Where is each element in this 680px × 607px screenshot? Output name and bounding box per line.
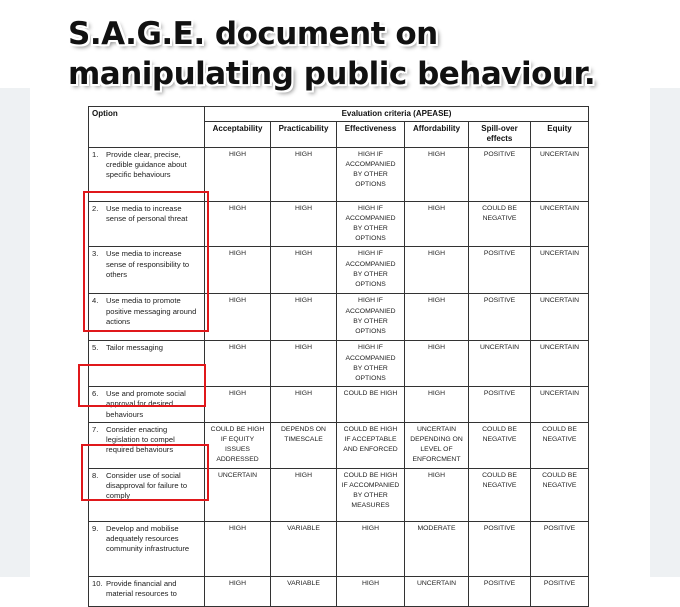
column-header: Spill-over effects [469,122,531,147]
criteria-cell: UNCERTAIN [405,576,469,606]
option-text: Consider enacting legislation to compel required behaviours [106,424,175,455]
evaluation-criteria-header: Evaluation criteria (APEASE) [205,107,589,122]
column-header: Equity [531,122,589,147]
criteria-cell: POSITIVE [531,576,589,606]
criteria-cell: POSITIVE [469,147,531,201]
criteria-cell: POSITIVE [469,521,531,576]
column-header: Practicability [271,122,337,147]
criteria-cell: HIGH [271,294,337,341]
criteria-cell: HIGH [405,294,469,341]
option-number: 2. [92,203,99,213]
option-text: Develop and mobilise adequately resources community infrastructure [106,523,190,554]
option-header: Option [89,107,205,148]
criteria-cell: UNCERTAIN DEPENDING ON LEVEL OF ENFORCMENT [405,422,469,468]
option-number: 6. [92,389,99,399]
criteria-cell: COULD BE NEGATIVE [531,422,589,468]
option-text: Use media to increase sense of personal threat [106,203,188,223]
option-text: Tailor messaging [106,343,163,353]
criteria-cell: COULD BE HIGH IF ACCEPTABLE AND ENFORCED [337,422,405,468]
criteria-cell: HIGH IF ACCOMPANIED BY OTHER OPTIONS [337,247,405,294]
criteria-cell: UNCERTAIN [531,201,589,247]
criteria-cell: HIGH [271,387,337,423]
document-page [88,106,588,598]
option-text: Use and promote social approval for desired behaviours [106,389,186,419]
criteria-cell: HIGH [205,147,271,201]
criteria-cell: VARIABLE [271,576,337,606]
option-number: 1. [92,149,99,159]
option-cell [89,521,205,576]
headline-caption [68,14,668,94]
criteria-cell: HIGH [205,576,271,606]
criteria-cell: HIGH [337,576,405,606]
column-header: Effectiveness [337,122,405,147]
option-number: 3. [92,249,99,259]
criteria-cell: HIGH [271,201,337,247]
highlight-box-option-8 [81,444,209,501]
option-text: Provide financial and material resources to [106,578,177,598]
criteria-cell: HIGH [205,341,271,387]
criteria-cell: POSITIVE [469,294,531,341]
criteria-cell: HIGH [271,341,337,387]
criteria-cell: HIGH [205,294,271,341]
column-header: Affordability [405,122,469,147]
criteria-cell: POSITIVE [469,387,531,423]
option-text: Provide clear, precise, credible guidance about specific behaviours [106,149,187,180]
criteria-cell: UNCERTAIN [531,341,589,387]
criteria-cell: HIGH [205,247,271,294]
column-header: Acceptability [205,122,271,147]
criteria-cell: POSITIVE [469,576,531,606]
table-row [89,576,589,606]
criteria-cell: HIGH [405,341,469,387]
criteria-cell: COULD BE NEGATIVE [469,468,531,521]
headline-line-1: S.A.G.E. document on [68,16,438,52]
table-header-row [89,107,589,122]
option-number: 5. [92,343,99,353]
apease-table [88,106,589,607]
criteria-cell: COULD BE NEGATIVE [469,201,531,247]
option-text: Consider use of social disapproval for failure to comply [106,470,188,501]
criteria-cell: UNCERTAIN [205,468,271,521]
highlight-box-options-2-4 [83,191,209,332]
criteria-cell: COULD BE HIGH IF EQUITY ISSUES ADDRESSED [205,422,271,468]
left-side-panel [0,88,30,577]
option-cell [89,576,205,606]
highlight-box-option-6 [78,364,206,407]
option-text: Use media to promote positive messaging around actions [106,296,197,326]
criteria-cell: POSITIVE [531,521,589,576]
criteria-cell: UNCERTAIN [531,294,589,341]
criteria-cell: MODERATE [405,521,469,576]
criteria-cell: HIGH [271,468,337,521]
option-number: 4. [92,296,99,306]
option-number: 8. [92,470,99,480]
right-side-panel [650,88,680,577]
criteria-cell: HIGH [405,247,469,294]
criteria-cell: HIGH IF ACCOMPANIED BY OTHER OPTIONS [337,341,405,387]
criteria-cell: HIGH IF ACCOMPANIED BY OTHER OPTIONS [337,147,405,201]
criteria-cell: UNCERTAIN [469,341,531,387]
headline-line-2: manipulating public behaviour. [68,56,596,92]
option-number: 10. [92,578,103,588]
criteria-cell: COULD BE NEGATIVE [469,422,531,468]
option-number: 9. [92,523,99,533]
criteria-cell: UNCERTAIN [531,147,589,201]
criteria-cell: UNCERTAIN [531,247,589,294]
criteria-cell: COULD BE HIGH [337,387,405,423]
option-number: 7. [92,424,99,434]
criteria-cell: COULD BE NEGATIVE [531,468,589,521]
criteria-cell: HIGH [405,201,469,247]
criteria-cell: POSITIVE [469,247,531,294]
criteria-cell: HIGH [205,521,271,576]
criteria-cell: HIGH [271,147,337,201]
criteria-cell: HIGH IF ACCOMPANIED BY OTHER OPTIONS [337,201,405,247]
criteria-cell: HIGH [205,387,271,423]
criteria-cell: HIGH [205,201,271,247]
criteria-cell: HIGH [337,521,405,576]
criteria-cell: HIGH [405,387,469,423]
option-text: Use media to increase sense of responsibility to others [106,249,190,279]
table-row [89,521,589,576]
criteria-cell: HIGH IF ACCOMPANIED BY OTHER OPTIONS [337,294,405,341]
criteria-cell: UNCERTAIN [531,387,589,423]
criteria-cell: COULD BE HIGH IF ACCOMPANIED BY OTHER MEASURES [337,468,405,521]
criteria-cell: HIGH [271,247,337,294]
criteria-cell: HIGH [405,147,469,201]
criteria-cell: DEPENDS ON TIMESCALE [271,422,337,468]
criteria-cell: VARIABLE [271,521,337,576]
criteria-cell: HIGH [405,468,469,521]
